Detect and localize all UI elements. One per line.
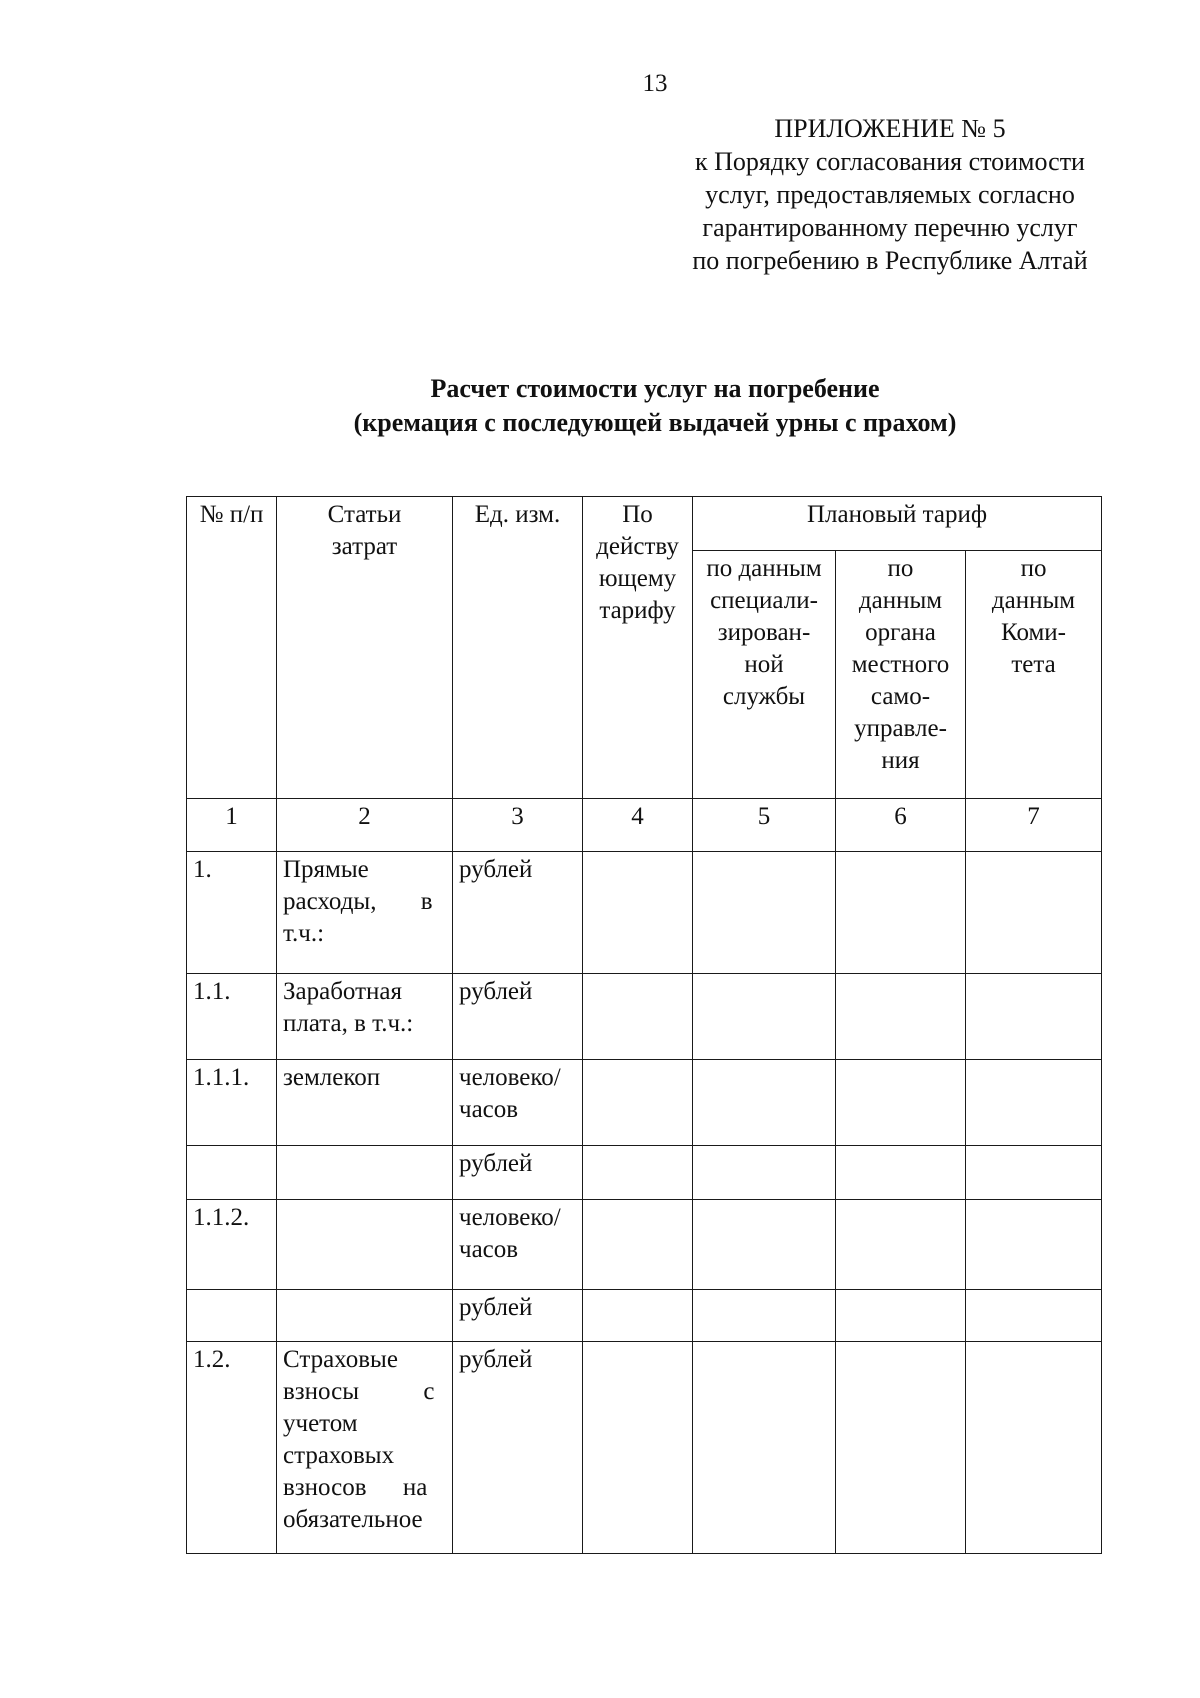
header-text: ной xyxy=(744,651,784,678)
unit-cell xyxy=(453,1200,583,1290)
value-cell xyxy=(693,1290,836,1342)
table-row xyxy=(187,1342,1102,1554)
header-text: № п/п xyxy=(199,501,264,528)
header-text: тета xyxy=(1011,651,1056,678)
cost-item-line: Прямые xyxy=(283,856,369,883)
value-cell xyxy=(693,852,836,974)
header-col-number xyxy=(187,497,277,799)
unit-cell xyxy=(453,852,583,974)
unit-line: рублей xyxy=(459,978,533,1005)
value-cell xyxy=(583,1146,693,1200)
appendix-line: к Порядку согласования стоимости xyxy=(695,147,1085,176)
value-cell xyxy=(836,974,966,1060)
cost-item xyxy=(277,1200,453,1290)
column-number-row xyxy=(187,799,1102,852)
appendix-line: по погребению в Республике Алтай xyxy=(692,246,1088,275)
title-line-2: (кремация с последующей выдачей урны с прахом) xyxy=(353,408,957,437)
value-cell xyxy=(836,1290,966,1342)
cost-item-line: расходы, в xyxy=(283,888,433,915)
header-text: специали- xyxy=(710,587,818,614)
value-cell xyxy=(966,1146,1102,1200)
cost-item-line: обязательное xyxy=(283,1506,423,1533)
appendix-header xyxy=(660,112,1120,277)
value-cell xyxy=(966,1200,1102,1290)
unit-cell xyxy=(453,1290,583,1342)
cost-table xyxy=(186,496,1102,1554)
cost-item-line: страховых xyxy=(283,1442,395,1469)
unit-cell xyxy=(453,1146,583,1200)
header-text: Плановый тариф xyxy=(806,501,988,528)
cost-item xyxy=(277,1060,453,1146)
header-text: службы xyxy=(722,683,806,710)
unit-line: рублей xyxy=(459,1294,533,1321)
header-col-unit xyxy=(453,497,583,799)
header-text: по xyxy=(1020,555,1047,582)
cost-item xyxy=(277,1290,453,1342)
cost-item-line: учетом xyxy=(283,1410,358,1437)
header-text: Ед. изм. xyxy=(474,501,561,528)
page-number: 13 xyxy=(642,70,668,97)
column-number: 7 xyxy=(966,799,1102,852)
header-text: ния xyxy=(881,747,920,774)
column-number: 4 xyxy=(583,799,693,852)
cost-item-line: плата, в т.ч.: xyxy=(283,1010,414,1037)
header-planned-tariff xyxy=(693,497,1102,551)
column-number: 6 xyxy=(836,799,966,852)
cost-item-line: взносов на xyxy=(283,1474,428,1501)
header-col-cost-items xyxy=(277,497,453,799)
unit-line: человеко/ xyxy=(459,1064,561,1091)
header-text: Статьи xyxy=(327,501,402,528)
cost-item-line: т.ч.: xyxy=(283,920,325,947)
cost-item-line: землекоп xyxy=(283,1064,381,1091)
appendix-line: гарантированному перечню услуг xyxy=(702,213,1078,242)
table-row xyxy=(187,974,1102,1060)
value-cell xyxy=(966,1060,1102,1146)
value-cell xyxy=(583,974,693,1060)
header-text: По xyxy=(622,501,653,528)
row-number: 1.1.1. xyxy=(187,1060,277,1146)
table-row xyxy=(187,1060,1102,1146)
table-row xyxy=(187,1146,1102,1200)
row-number xyxy=(187,1146,277,1200)
header-text: само- xyxy=(870,683,931,710)
value-cell xyxy=(693,1342,836,1554)
column-number: 1 xyxy=(187,799,277,852)
header-text: по данным xyxy=(706,555,822,582)
unit-cell xyxy=(453,1342,583,1554)
header-text: органа xyxy=(865,619,936,646)
value-cell xyxy=(693,1060,836,1146)
header-col-specialized-service xyxy=(693,551,836,799)
value-cell xyxy=(693,1200,836,1290)
unit-line: рублей xyxy=(459,1346,533,1373)
header-text: местного xyxy=(851,651,950,678)
appendix-line: услуг, предоставляемых согласно xyxy=(705,180,1075,209)
value-cell xyxy=(693,974,836,1060)
cost-item-line: взносы с xyxy=(283,1378,435,1405)
table-row xyxy=(187,852,1102,974)
header-text: управле- xyxy=(854,715,947,742)
header-col-local-government xyxy=(836,551,966,799)
cost-item-line: Заработная xyxy=(283,978,403,1005)
cost-item xyxy=(277,974,453,1060)
unit-cell xyxy=(453,1060,583,1146)
header-col-current-tariff xyxy=(583,497,693,799)
appendix-line: ПРИЛОЖЕНИЕ № 5 xyxy=(774,114,1006,143)
table-row xyxy=(187,1290,1102,1342)
unit-line: часов xyxy=(459,1096,519,1123)
value-cell xyxy=(966,1290,1102,1342)
value-cell xyxy=(966,974,1102,1060)
value-cell xyxy=(583,852,693,974)
document-title xyxy=(0,372,1200,440)
title-line-1: Расчет стоимости услуг на погребение xyxy=(430,374,880,403)
value-cell xyxy=(966,1342,1102,1554)
unit-line: рублей xyxy=(459,1150,533,1177)
value-cell xyxy=(966,852,1102,974)
value-cell xyxy=(583,1342,693,1554)
value-cell xyxy=(836,1200,966,1290)
unit-line: часов xyxy=(459,1236,519,1263)
header-text: данным xyxy=(991,587,1076,614)
value-cell xyxy=(836,1060,966,1146)
value-cell xyxy=(583,1290,693,1342)
header-text: ющему xyxy=(598,565,677,592)
row-number: 1. xyxy=(187,852,277,974)
unit-line: человеко/ xyxy=(459,1204,561,1231)
header-text: Коми- xyxy=(1001,619,1066,646)
cost-item xyxy=(277,1146,453,1200)
column-number: 5 xyxy=(693,799,836,852)
unit-cell xyxy=(453,974,583,1060)
value-cell xyxy=(583,1200,693,1290)
row-number: 1.1.2. xyxy=(187,1200,277,1290)
row-number: 1.1. xyxy=(187,974,277,1060)
column-number: 2 xyxy=(277,799,453,852)
header-text: зирован- xyxy=(717,619,811,646)
header-text: по xyxy=(887,555,914,582)
cost-item xyxy=(277,852,453,974)
value-cell xyxy=(836,1342,966,1554)
table-row xyxy=(187,1200,1102,1290)
header-text: тарифу xyxy=(599,597,676,624)
cost-item-line: Страховые xyxy=(283,1346,398,1373)
cost-item xyxy=(277,1342,453,1554)
unit-line: рублей xyxy=(459,856,533,883)
row-number xyxy=(187,1290,277,1342)
row-number: 1.2. xyxy=(187,1342,277,1554)
column-number: 3 xyxy=(453,799,583,852)
value-cell xyxy=(693,1146,836,1200)
value-cell xyxy=(836,1146,966,1200)
value-cell xyxy=(583,1060,693,1146)
header-text: действу xyxy=(596,533,679,560)
header-text: затрат xyxy=(331,533,398,560)
header-text: данным xyxy=(858,587,943,614)
value-cell xyxy=(836,852,966,974)
header-col-committee xyxy=(966,551,1102,799)
